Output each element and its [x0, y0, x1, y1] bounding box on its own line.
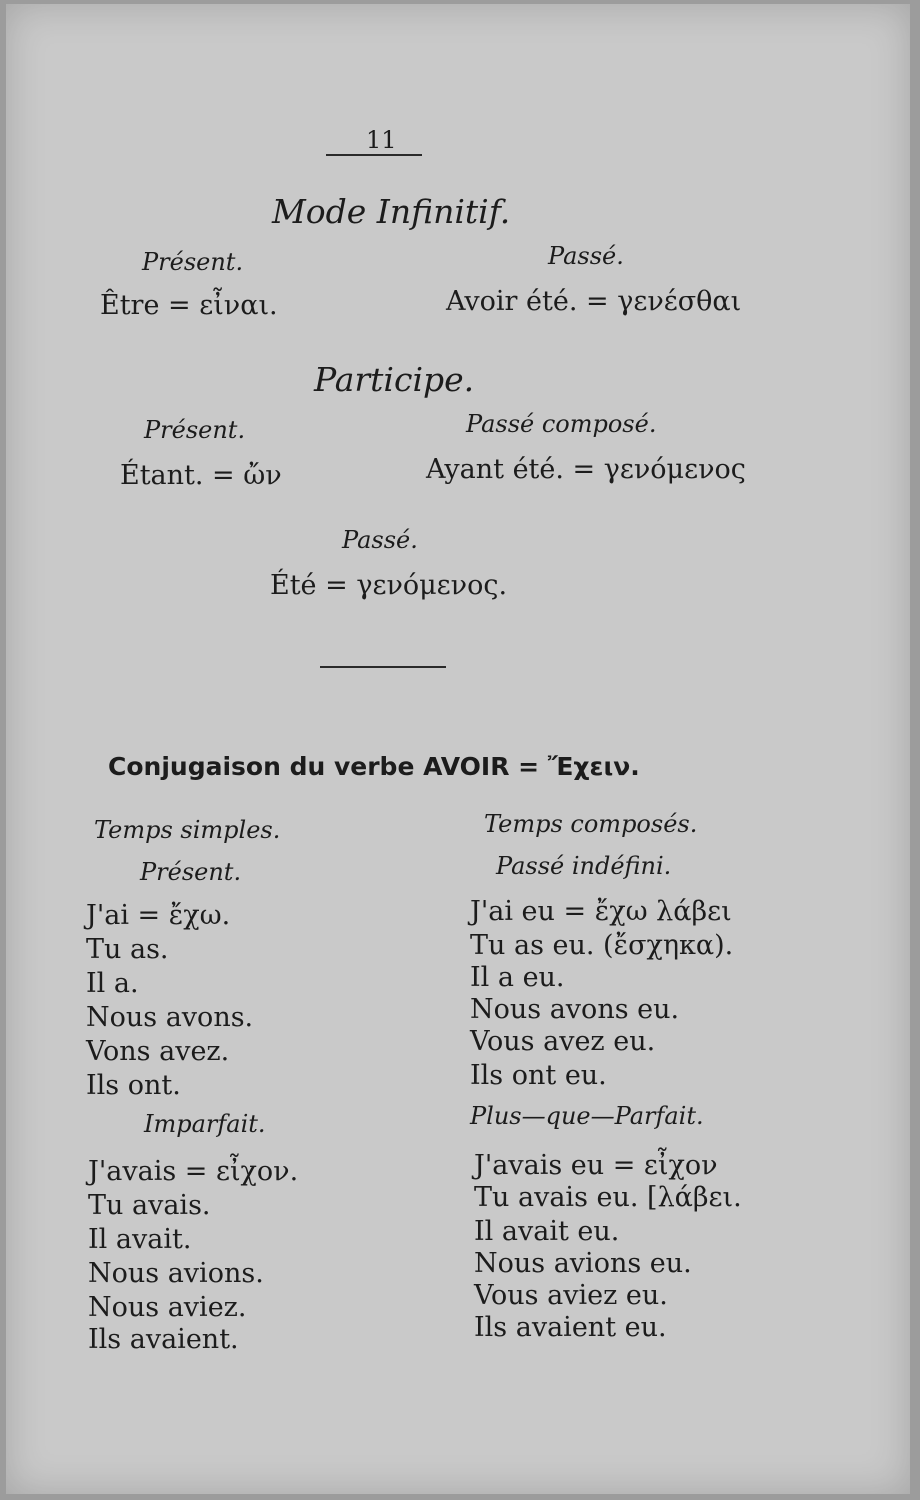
participle-past-text: Été = γενόμενος. [270, 570, 508, 601]
pluperfect-line: Nous avions eu. [474, 1248, 692, 1279]
infinitive-present-text: Être = εἶναι. [100, 290, 278, 321]
pluperfect-label: Plus—que—Parfait. [470, 1102, 704, 1130]
infinitive-present-label: Présent. [142, 248, 244, 276]
pluperfect-line: Ils avaient eu. [474, 1312, 667, 1343]
present-line: Nous avons. [86, 1002, 254, 1033]
pluperfect-line: Vous aviez eu. [474, 1280, 668, 1311]
passe-indefini-label: Passé indéfini. [496, 852, 672, 880]
participle-past-label: Passé. [342, 526, 418, 554]
present-line: Vons avez. [86, 1036, 230, 1067]
present-label: Présent. [140, 858, 242, 886]
infinitive-past-text: Avoir été. = γενέσθαι [446, 286, 742, 317]
passe-line: Vous avez eu. [470, 1026, 656, 1057]
imperfect-label: Imparfait. [144, 1110, 266, 1138]
pluperfect-line: Tu avais eu. [λάβει. [474, 1182, 742, 1213]
infinitive-heading: Mode Infinitif. [272, 192, 511, 231]
conjugation-title: Conjugaison du verbe AVOIR = Ἔχειν. [108, 752, 640, 781]
pluperfect-line: Il avait eu. [474, 1216, 620, 1247]
imperfect-line: Ils avaient. [88, 1324, 239, 1355]
passe-line: Nous avons eu. [470, 994, 680, 1025]
present-line: Ils ont. [86, 1070, 181, 1101]
participle-compound-text: Ayant été. = γενόμενος [426, 454, 746, 485]
compound-tenses-heading: Temps composés. [484, 810, 698, 838]
pluperfect-line: J'avais eu = εἶχον [474, 1150, 718, 1181]
present-line: J'ai = ἔχω. [86, 900, 231, 931]
imperfect-line: Il avait. [88, 1224, 192, 1255]
infinitive-past-label: Passé. [548, 242, 624, 270]
page-number: 11 [366, 126, 397, 154]
participle-heading: Participe. [314, 360, 475, 399]
present-line: Il a. [86, 968, 139, 999]
passe-line: Ils ont eu. [470, 1060, 607, 1091]
imperfect-line: Tu avais. [88, 1190, 211, 1221]
present-line: Tu as. [86, 934, 169, 965]
section-divider [320, 666, 446, 668]
simple-tenses-heading: Temps simples. [94, 816, 281, 844]
page [6, 4, 910, 1494]
imperfect-line: J'avais = εἶχον. [88, 1156, 299, 1187]
imperfect-line: Nous avions. [88, 1258, 264, 1289]
passe-line: Tu as eu. (ἔσχηκα). [470, 930, 734, 961]
participle-compound-label: Passé composé. [466, 410, 657, 438]
participle-present-text: Étant. = ὤν [120, 460, 282, 491]
passe-line: Il a eu. [470, 962, 565, 993]
page-number-rule [326, 154, 422, 156]
participle-present-label: Présent. [144, 416, 246, 444]
imperfect-line: Nous aviez. [88, 1292, 247, 1323]
passe-line: J'ai eu = ἔχω λάβει [470, 896, 732, 927]
